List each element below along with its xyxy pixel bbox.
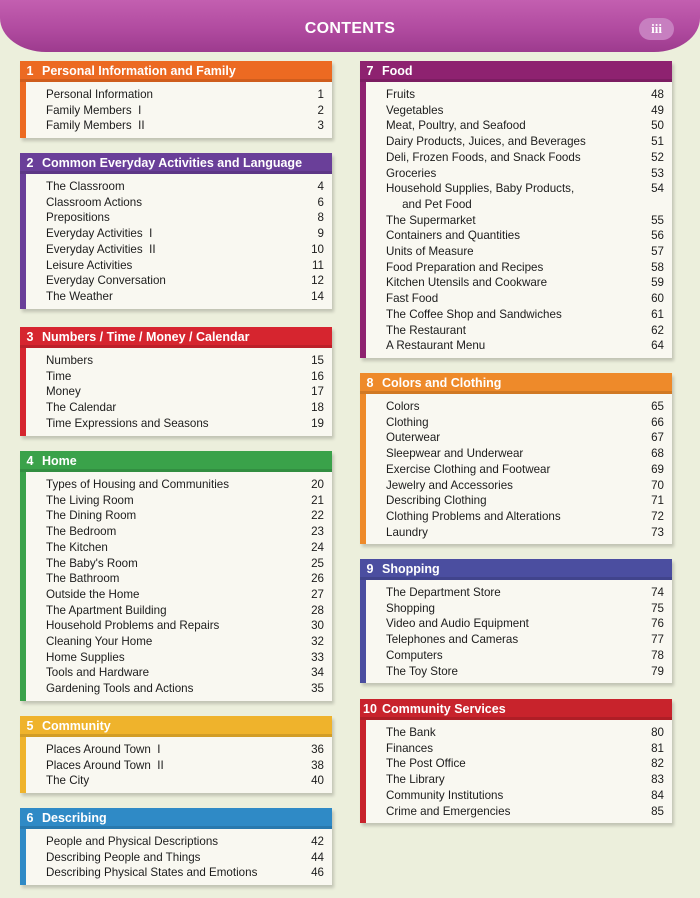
entry-title: Types of Housing and Communities [46, 478, 230, 491]
entry-page-number: 9 [317, 227, 324, 241]
contents-entry [46, 540, 324, 556]
section-item-list [26, 82, 332, 138]
entry-page-number: 30 [311, 619, 324, 633]
contents-entry [386, 166, 664, 182]
entry-title: Clothing Problems and Alterations [386, 509, 561, 523]
section-number: 9 [366, 562, 374, 576]
entry-title: Outerwear [386, 431, 441, 445]
entry-title: Community Institutions [386, 788, 504, 802]
entry-title: Classroom Actions [46, 195, 143, 209]
section-header [360, 373, 672, 394]
entry-page-number: 18 [311, 401, 324, 415]
contents-entry [46, 773, 324, 789]
section-title: Home [42, 454, 77, 468]
contents-entry [386, 509, 664, 525]
entry-page-number: 66 [651, 415, 664, 429]
contents-entry [46, 195, 324, 211]
entry-title: The Bathroom [46, 572, 120, 586]
contents-entry [46, 384, 324, 400]
contents-entry [46, 758, 324, 774]
section-item-list [26, 348, 332, 436]
entry-title: Crime and Emergencies [386, 804, 511, 818]
contents-entry [46, 210, 324, 226]
section-header [20, 61, 332, 82]
contents-entry [386, 601, 664, 617]
entry-title: The Weather [46, 289, 113, 303]
section-item-list [26, 174, 332, 309]
section-title: Colors and Clothing [382, 376, 502, 390]
entry-page-number: 23 [311, 525, 324, 539]
contents-entry [386, 725, 664, 741]
entry-page-number: 20 [311, 478, 324, 491]
entry-page-number: 80 [651, 726, 664, 739]
section-item-list [366, 394, 672, 544]
section-number: 10 [363, 702, 377, 716]
entry-title: Everyday Conversation [46, 274, 166, 288]
entry-page-number: 19 [311, 416, 324, 430]
contents-entry [46, 477, 324, 493]
section-4 [20, 451, 332, 701]
contents-entry [386, 323, 664, 339]
entry-title: Kitchen Utensils and Cookware [386, 276, 548, 290]
entry-page-number: 75 [651, 601, 664, 615]
entry-page-number: 25 [311, 556, 324, 570]
entry-title: Money [46, 385, 81, 399]
section-title: Community [42, 719, 111, 733]
contents-entry [386, 585, 664, 601]
entry-title: Gardening Tools and Actions [46, 682, 194, 696]
contents-entry [46, 369, 324, 385]
entry-title: Telephones and Cameras [386, 633, 519, 647]
contents-entry [386, 338, 664, 354]
section-1 [20, 61, 332, 138]
entry-title: Video and Audio Equipment [386, 617, 529, 631]
section-item-list [26, 737, 332, 793]
contents-entry [46, 650, 324, 666]
entry-title: Time [46, 369, 72, 383]
entry-title: Household Supplies, Baby Products, and Pet Food [386, 182, 575, 211]
contents-entry [386, 87, 664, 103]
entry-title: The Dining Room [46, 509, 137, 523]
section-number: 6 [26, 811, 34, 825]
contents-entry [46, 508, 324, 524]
entry-title: Vegetables [386, 103, 444, 117]
section-title: Shopping [382, 562, 440, 576]
contents-entry [386, 616, 664, 632]
entry-title: Everyday Activities II [46, 242, 156, 256]
contents-entry [46, 179, 324, 195]
section-header [20, 716, 332, 737]
entry-page-number: 58 [651, 260, 664, 274]
entry-page-number: 1 [317, 88, 324, 101]
entry-title: Places Around Town I [46, 743, 161, 756]
entry-page-number: 32 [311, 635, 324, 649]
entry-title: The Restaurant [386, 323, 466, 337]
entry-page-number: 12 [311, 274, 324, 288]
contents-entry [46, 273, 324, 289]
entry-page-number: 78 [651, 648, 664, 662]
entry-title: Groceries [386, 166, 437, 180]
entry-page-number: 3 [317, 119, 324, 133]
entry-title: The Post Office [386, 757, 466, 771]
contents-entry [386, 772, 664, 788]
contents-entry [46, 681, 324, 697]
entry-page-number: 84 [651, 788, 664, 802]
contents-entry [46, 103, 324, 119]
entry-page-number: 14 [311, 289, 324, 303]
entry-page-number: 28 [311, 603, 324, 617]
contents-header [0, 0, 700, 52]
contents-entry [386, 103, 664, 119]
entry-title: The Calendar [46, 401, 117, 415]
entry-title: Sleepwear and Underwear [386, 447, 524, 461]
entry-title: Colors [386, 400, 420, 413]
entry-page-number: 6 [317, 195, 324, 209]
section-10 [360, 699, 672, 823]
entry-title: The Classroom [46, 180, 125, 193]
entry-title: Cleaning Your Home [46, 635, 153, 649]
page-title: CONTENTS [304, 20, 396, 37]
entry-title: The Baby's Room [46, 556, 138, 570]
contents-entry [386, 430, 664, 446]
entry-page-number: 54 [651, 182, 664, 196]
entry-page-number: 70 [651, 478, 664, 492]
entry-page-number: 50 [651, 119, 664, 133]
section-number: 1 [26, 64, 34, 78]
contents-entry [46, 634, 324, 650]
entry-title: Everyday Activities I [46, 227, 153, 241]
contents-entry [386, 307, 664, 323]
entry-title: The Living Room [46, 493, 134, 507]
entry-page-number: 57 [651, 245, 664, 259]
section-header [20, 153, 332, 174]
contents-entry [386, 291, 664, 307]
entry-page-number: 15 [311, 354, 324, 367]
entry-page-number: 61 [651, 307, 664, 321]
section-title: Food [382, 64, 413, 78]
entry-page-number: 59 [651, 276, 664, 290]
entry-title: The Toy Store [386, 664, 458, 678]
contents-entry [46, 665, 324, 681]
section-title: Community Services [382, 702, 506, 716]
entry-title: The Library [386, 773, 445, 787]
entry-title: Computers [386, 648, 443, 662]
section-number: 8 [366, 376, 374, 390]
entry-page-number: 79 [651, 664, 664, 678]
contents-entry [386, 275, 664, 291]
contents-entry [46, 226, 324, 242]
entry-page-number: 42 [311, 835, 324, 848]
section-8 [360, 373, 672, 544]
entry-page-number: 38 [311, 758, 324, 772]
entry-title: Fast Food [386, 292, 439, 306]
entry-title: The Coffee Shop and Sandwiches [386, 307, 562, 321]
entry-title: Family Members II [46, 119, 145, 133]
entry-title: Shopping [386, 601, 435, 615]
entry-page-number: 67 [651, 431, 664, 445]
entry-page-number: 55 [651, 213, 664, 227]
contents-entry [386, 804, 664, 820]
contents-entry [46, 493, 324, 509]
section-title: Personal Information and Family [42, 64, 236, 78]
contents-entry [46, 258, 324, 274]
contents-entry [46, 524, 324, 540]
contents-entry [46, 556, 324, 572]
entry-page-number: 65 [651, 400, 664, 413]
contents-entry [46, 118, 324, 134]
entry-page-number: 22 [311, 509, 324, 523]
entry-title: Fruits [386, 88, 415, 101]
entry-title: The Bank [386, 726, 436, 739]
entry-page-number: 4 [317, 180, 324, 193]
entry-title: The Apartment Building [46, 603, 167, 617]
contents-entry [386, 493, 664, 509]
section-header [20, 808, 332, 829]
contents-entry [386, 632, 664, 648]
contents-entry [386, 150, 664, 166]
contents-entry [386, 399, 664, 415]
entry-title: Prepositions [46, 211, 110, 225]
entry-page-number: 40 [311, 774, 324, 788]
entry-title: Outside the Home [46, 587, 140, 601]
entry-title: The City [46, 774, 90, 788]
section-9 [360, 559, 672, 683]
contents-entry [386, 756, 664, 772]
entry-page-number: 60 [651, 292, 664, 306]
entry-page-number: 71 [651, 494, 664, 508]
section-item-list [366, 720, 672, 823]
contents-entry [386, 134, 664, 150]
entry-title: The Bedroom [46, 525, 117, 539]
entry-page-number: 17 [311, 385, 324, 399]
entry-page-number: 74 [651, 586, 664, 599]
contents-entry [46, 571, 324, 587]
entry-title: Describing Physical States and Emotions [46, 866, 258, 880]
entry-page-number: 10 [311, 242, 324, 256]
section-number: 7 [366, 64, 374, 78]
entry-page-number: 2 [317, 103, 324, 117]
entry-title: Leisure Activities [46, 258, 133, 272]
contents-entry [386, 664, 664, 680]
entry-page-number: 76 [651, 617, 664, 631]
entry-page-number: 77 [651, 633, 664, 647]
entry-title: Places Around Town II [46, 758, 164, 772]
entry-title: Dairy Products, Juices, and Beverages [386, 135, 586, 149]
contents-entry [46, 587, 324, 603]
entry-title: Describing Clothing [386, 494, 487, 508]
entry-title: Units of Measure [386, 245, 474, 259]
entry-page-number: 81 [651, 741, 664, 755]
section-header [360, 61, 672, 82]
entry-page-number: 21 [311, 493, 324, 507]
contents-entry [46, 87, 324, 103]
contents-entry [386, 181, 664, 212]
section-number: 4 [26, 454, 34, 468]
contents-entry [46, 865, 324, 881]
entry-page-number: 33 [311, 650, 324, 664]
entry-page-number: 82 [651, 757, 664, 771]
entry-title: Containers and Quantities [386, 229, 521, 243]
contents-entry [386, 244, 664, 260]
entry-page-number: 24 [311, 540, 324, 554]
section-6 [20, 808, 332, 885]
entry-title: People and Physical Descriptions [46, 835, 219, 848]
section-number: 3 [26, 330, 34, 344]
entry-title: Family Members I [46, 103, 142, 117]
entry-title: Numbers [46, 354, 94, 367]
entry-page-number: 85 [651, 804, 664, 818]
entry-page-number: 35 [311, 682, 324, 696]
entry-title: A Restaurant Menu [386, 339, 486, 353]
section-header [20, 451, 332, 472]
entry-title: Laundry [386, 525, 428, 539]
entry-page-number: 64 [651, 339, 664, 353]
contents-entry [46, 353, 324, 369]
contents-entry [386, 478, 664, 494]
entry-page-number: 68 [651, 447, 664, 461]
entry-page-number: 34 [311, 666, 324, 680]
section-header [360, 559, 672, 580]
entry-page-number: 73 [651, 525, 664, 539]
entry-page-number: 8 [317, 211, 324, 225]
entry-page-number: 52 [651, 150, 664, 164]
entry-page-number: 69 [651, 462, 664, 476]
section-title: Common Everyday Activities and Language [42, 156, 303, 170]
entry-title: The Supermarket [386, 213, 476, 227]
contents-entry [46, 742, 324, 758]
section-number: 2 [26, 156, 34, 170]
entry-title: Deli, Frozen Foods, and Snack Foods [386, 150, 581, 164]
contents-entry [46, 618, 324, 634]
entry-page-number: 62 [651, 323, 664, 337]
entry-page-number: 83 [651, 773, 664, 787]
section-3 [20, 327, 332, 436]
section-header [20, 327, 332, 348]
entry-page-number: 16 [311, 369, 324, 383]
entry-page-number: 46 [311, 866, 324, 880]
contents-entry [386, 462, 664, 478]
section-item-list [366, 82, 672, 358]
contents-entry [386, 525, 664, 541]
entry-title: Finances [386, 741, 434, 755]
section-item-list [366, 580, 672, 683]
contents-entry [386, 118, 664, 134]
section-number: 5 [26, 719, 34, 733]
page-number: iii [639, 18, 674, 40]
contents-entry [46, 416, 324, 432]
entry-title: Meat, Poultry, and Seafood [386, 119, 526, 133]
entry-title: The Kitchen [46, 540, 108, 554]
entry-title: Clothing [386, 415, 429, 429]
entry-page-number: 72 [651, 509, 664, 523]
entry-page-number: 48 [651, 88, 664, 101]
contents-entry [386, 741, 664, 757]
entry-page-number: 53 [651, 166, 664, 180]
contents-entry [46, 834, 324, 850]
section-item-list [26, 829, 332, 885]
contents-entry [386, 213, 664, 229]
entry-page-number: 44 [311, 850, 324, 864]
entry-page-number: 36 [311, 743, 324, 756]
section-title: Describing [42, 811, 107, 825]
entry-title: Household Problems and Repairs [46, 619, 220, 633]
entry-title: Home Supplies [46, 650, 125, 664]
entry-title: Food Preparation and Recipes [386, 260, 544, 274]
entry-title: Jewelry and Accessories [386, 478, 513, 492]
contents-entry [386, 228, 664, 244]
contents-entry [46, 400, 324, 416]
contents-entry [46, 242, 324, 258]
section-title: Numbers / Time / Money / Calendar [42, 330, 250, 344]
entry-title: Exercise Clothing and Footwear [386, 462, 551, 476]
contents-entry [46, 850, 324, 866]
entry-page-number: 56 [651, 229, 664, 243]
section-5 [20, 716, 332, 793]
section-item-list [26, 472, 332, 701]
entry-page-number: 26 [311, 572, 324, 586]
entry-title: Describing People and Things [46, 850, 201, 864]
entry-title: Time Expressions and Seasons [46, 416, 209, 430]
contents-entry [386, 446, 664, 462]
entry-title: The Department Store [386, 586, 501, 599]
section-7 [360, 61, 672, 358]
contents-entry [46, 289, 324, 305]
entry-page-number: 27 [311, 587, 324, 601]
contents-entry [386, 415, 664, 431]
section-2 [20, 153, 332, 309]
contents-entry [46, 603, 324, 619]
section-header [360, 699, 672, 720]
entry-title: Tools and Hardware [46, 666, 150, 680]
entry-title: Personal Information [46, 88, 153, 101]
entry-page-number: 51 [651, 135, 664, 149]
contents-entry [386, 260, 664, 276]
contents-entry [386, 648, 664, 664]
entry-page-number: 49 [651, 103, 664, 117]
entry-page-number: 11 [311, 258, 324, 272]
contents-entry [386, 788, 664, 804]
